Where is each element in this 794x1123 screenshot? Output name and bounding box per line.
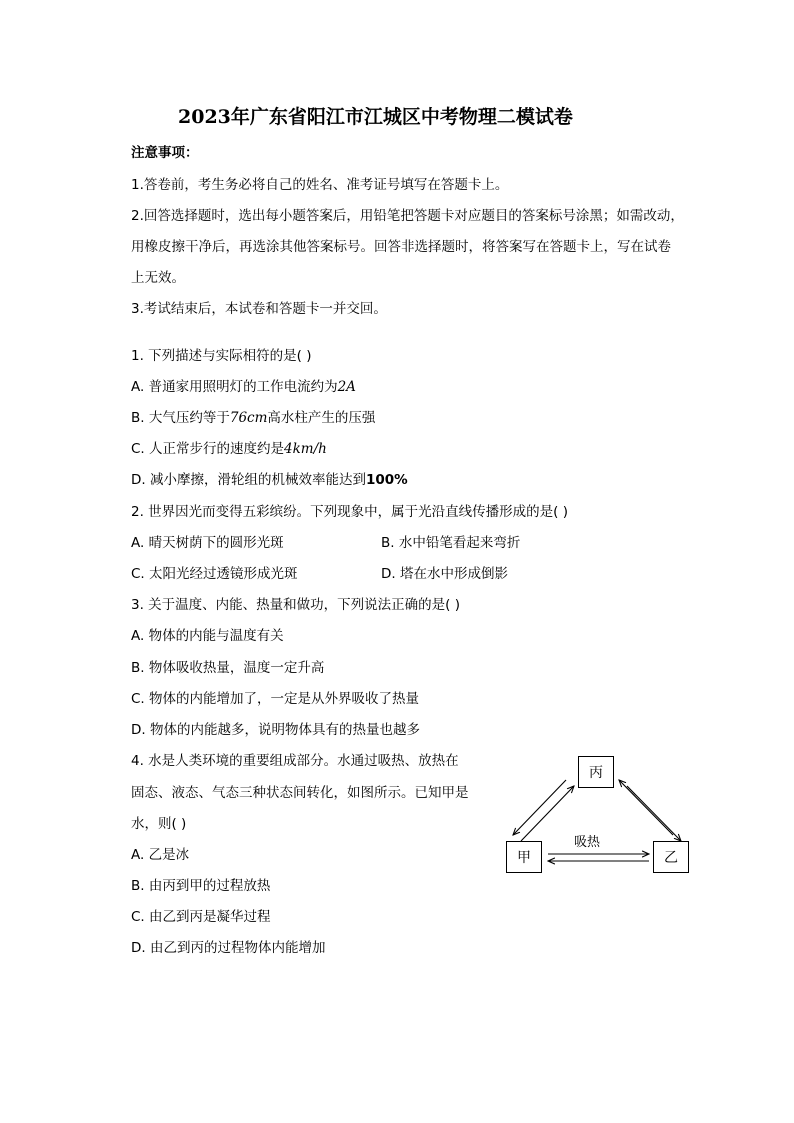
node-jia: 甲: [506, 841, 542, 873]
option-b: B. 由丙到甲的过程放热: [131, 878, 271, 894]
question-stem-line: 水，则( ): [131, 816, 187, 832]
question-stem-line: 4. 水是人类环境的重要组成部分。水通过吸热、放热在: [131, 753, 459, 769]
option-d: D. 塔在水中形成倒影: [381, 566, 508, 582]
notice-item: 1.答卷前，考生务必将自己的姓名、准考证号填写在答题卡上。: [131, 177, 509, 193]
option-math: 4km/h: [284, 441, 327, 457]
option-c: C. 太阳光经过透镜形成光斑: [131, 566, 298, 582]
option-b: B. 物体吸收热量，温度一定升高: [131, 660, 325, 676]
option-text: A. 普通家用照明灯的工作电流约为: [131, 379, 338, 395]
notice-item: 3.考试结束后，本试卷和答题卡一并交回。: [131, 301, 387, 317]
question-stem: 1. 下列描述与实际相符的是( ): [131, 348, 312, 364]
arrow-top-to-left: [513, 780, 566, 835]
node-yi: 乙: [653, 841, 689, 873]
option-d: D. 由乙到丙的过程物体内能增加: [131, 940, 326, 956]
arrow-left-to-top: [521, 786, 574, 841]
option-bold: 100%: [365, 472, 408, 488]
option-a: A. 物体的内能与温度有关: [131, 628, 284, 644]
option-text: D. 减小摩擦，滑轮组的机械效率能达到: [131, 472, 366, 488]
option-a: A. 乙是冰: [131, 847, 190, 863]
option-c: C. 物体的内能增加了，一定是从外界吸收了热量: [131, 691, 420, 707]
notice-item: 2.回答选择题时，选出每小题答案后，用铅笔把答题卡对应题目的答案标号涂黑；如需改动，: [131, 208, 684, 224]
page-title: 2023年广东省阳江市江城区中考物理二模试卷: [178, 106, 573, 128]
option-math: 2A: [337, 379, 356, 395]
option-tail: 高水柱产生的压强: [267, 410, 376, 426]
notice-heading: 注意事项：: [131, 145, 199, 161]
option-b: B. 水中铅笔看起来弯折: [381, 535, 521, 551]
option-text: B. 大气压约等于: [131, 410, 230, 426]
option-d: D. 物体的内能越多，说明物体具有的热量也越多: [131, 722, 420, 738]
question-stem-line: 固态、液态、气态三种状态间转化，如图所示。已知甲是: [131, 785, 469, 801]
option-text: C. 人正常步行的速度约是: [131, 441, 285, 457]
edge-label-absorb-heat: 吸热: [574, 835, 601, 850]
arrow-top-to-right: [627, 786, 681, 841]
question-stem: 2. 世界因光而变得五彩缤纷。下列现象中，属于光沿直线传播形成的是( ): [131, 504, 568, 520]
option-math: 76cm: [229, 410, 268, 426]
question-stem: 3. 关于温度、内能、热量和做功，下列说法正确的是( ): [131, 597, 460, 613]
option-c: C. 由乙到丙是凝华过程: [131, 909, 271, 925]
arrow-right-to-top: [619, 780, 673, 835]
option-a: A. 晴天树荫下的圆形光斑: [131, 535, 284, 551]
notice-item: 用橡皮擦干净后，再选涂其他答案标号。回答非选择题时，将答案写在答题卡上，写在试卷: [131, 239, 671, 255]
node-bing: 丙: [578, 756, 614, 788]
notice-item: 上无效。: [131, 270, 185, 286]
